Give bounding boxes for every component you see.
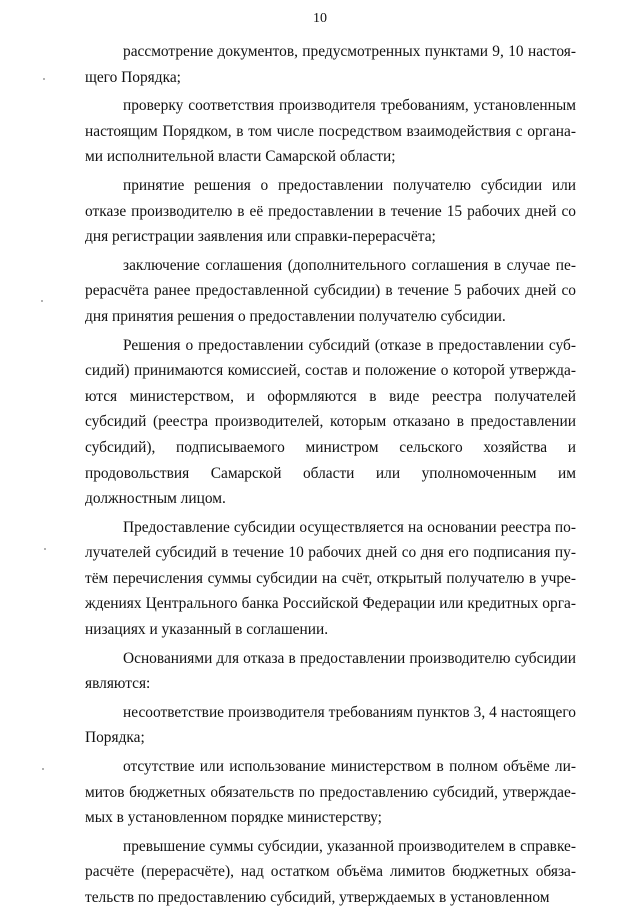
paragraph: проверку соответствия производителя требованиям, установленным настоящим Порядком, в том числе посредством взаимодействия с органами исполнительной власти Самарской области; <box>85 97 576 166</box>
paragraph: Предоставление субсидии осуществляется на основании реестра получателей субсидий в течение 10 рабочих дней со дня его подписания путём перечисления суммы субсидии на счёт, открытый получателю в учреждениях Центрального банка Российской Федерации или кредитных организациях и указанный в соглашении. <box>85 518 576 639</box>
paragraph: заключение соглашения (дополнительного соглашения в случае перерасчёта ранее предоставленной субсидии) в течение 5 рабочих дней со дня принятия решения о предоставлении получателю субсидии. <box>85 256 576 325</box>
scan-speck <box>41 300 43 302</box>
paragraph: Основаниями для отказа в предоставлении производителю субсидии являются: <box>85 649 576 693</box>
page-number: 10 <box>313 11 327 26</box>
scan-speck <box>42 768 44 770</box>
paragraph: принятие решения о предоставлении получателю субсидии или отказе производителю в её предоставлении в течение 15 рабочих дней со дня регистрации заявления или справки-перерасчёта; <box>85 176 576 246</box>
scan-speck <box>44 548 46 550</box>
paragraph: Решения о предоставлении субсидий (отказе в предоставлении субсидий) принимаются комиссией, состав и положение о которой утверждаются министерством, и оформляются в виде реестра получателей субсидий (реестра производителей, которым отказано в предоставлении субсидий), подписываемого министром сельского хозяйства и продовольствия Самарской области или уполномоченным им должностным лицом. <box>85 336 576 508</box>
paragraph: несоответствие производителя требованиям пунктов 3, 4 настоящего Порядка; <box>85 703 576 747</box>
document-body <box>85 39 576 914</box>
paragraph: отсутствие или использование министерством в полном объёме лимитов бюджетных обязательств по предоставлению субсидий, утверждаемых в установленном порядке министерству; <box>85 758 576 827</box>
paragraph: рассмотрение документов, предусмотренных пунктами 9, 10 настоящего Порядка; <box>85 43 576 86</box>
scan-speck <box>43 78 45 80</box>
paragraph: превышение суммы субсидии, указанной производителем в справке-расчёте (перерасчёте), над остатком объёма лимитов бюджетных обязательств по предоставлению субсидий, утверждаемых в установленном <box>85 837 576 906</box>
